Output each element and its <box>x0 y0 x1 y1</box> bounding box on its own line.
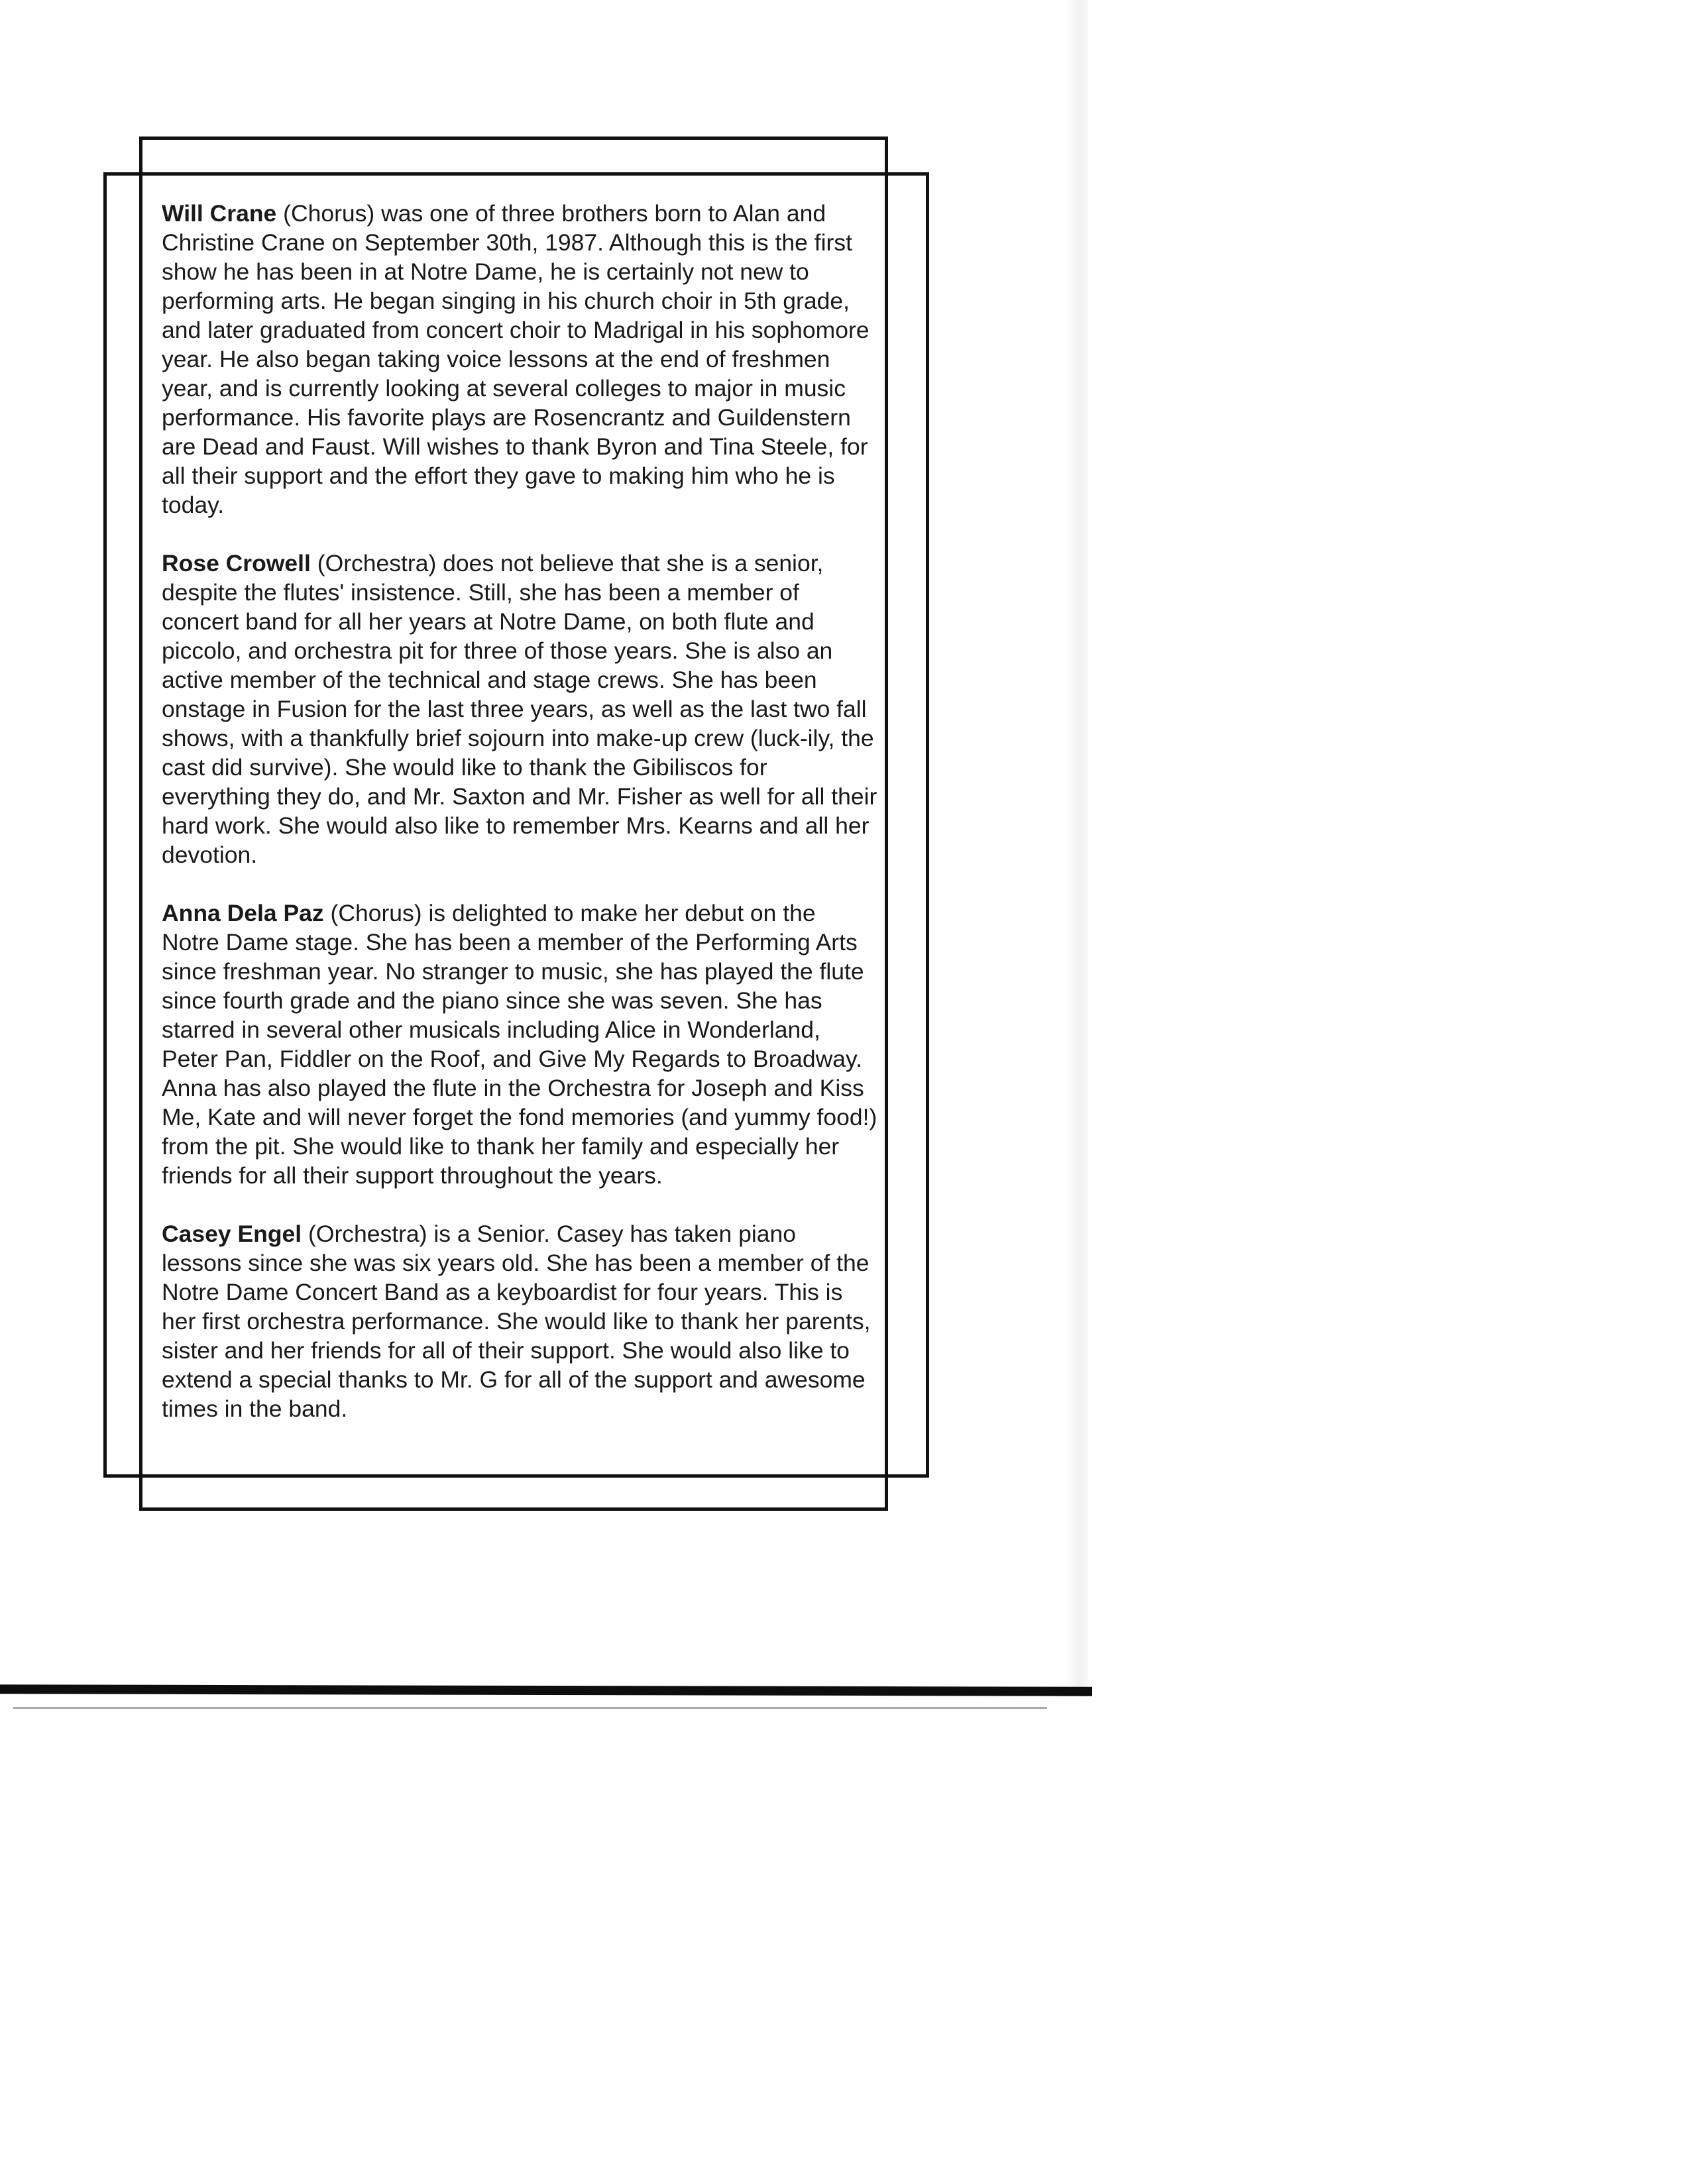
bio-name: Anna Dela Paz <box>162 900 324 926</box>
bio-text: (Orchestra) does not believe that she is a senior, despite the flutes' insistence. Still, she has been a member of concert band for all her years at Notre Dame, on both flute and piccolo, and orchestra pit for three of those years. She is also an active member of the technical and stage crews. She has been onstage in Fusion for the last three years, as well as the last two fall shows, with a thankfully brief sojourn into make-up crew (luck-ily, the cast did survive). She would like to thank the Gibiliscos for everything they do, and Mr. Saxton and Mr. Fisher as well for all their hard work. She would also like to remember Mrs. Kearns and all her devotion. <box>162 550 877 868</box>
bio-rose-crowell <box>162 549 877 869</box>
page-right-edge <box>1066 0 1088 1696</box>
bio-casey-engel <box>162 1219 877 1423</box>
bio-anna-dela-paz <box>162 899 877 1190</box>
bio-name: Rose Crowell <box>162 550 311 576</box>
bio-text: (Chorus) was one of three brothers born to Alan and Christine Crane on September 30th, 1987. Although this is the first show he has been in at Notre Dame, he is certainly not new to performing arts. He began singing in his church choir in 5th grade, and later graduated from concert choir to Madrigal in his sophomore year. He also began taking voice lessons at the end of freshmen year, and is currently looking at several colleges to major in music performance. His favorite plays are Rosencrantz and Guildenstern are Dead and Faust. Will wishes to thank Byron and Tina Steele, for all their support and the effort they gave to making him who he is today. <box>162 200 870 518</box>
bio-name: Will Crane <box>162 200 277 227</box>
page-bottom-shadow <box>13 1707 1047 1709</box>
bio-name: Casey Engel <box>162 1221 302 1247</box>
bio-text: (Chorus) is delighted to make her debut on the Notre Dame stage. She has been a member of the Performing Arts since freshman year. No stranger to music, she has played the flute since fourth grade and the piano since she was seven. She has starred in several other musicals including Alice in Wonderland, Peter Pan, Fiddler on the Roof, and Give My Regards to Broadway. Anna has also played the flute in the Orchestra for Joseph and Kiss Me, Kate and will never forget the fond memories (and yummy food!) from the pit. She would like to thank her family and especially her friends for all their support throughout the years. <box>162 900 877 1189</box>
bio-will-crane <box>162 199 877 519</box>
bio-text: (Orchestra) is a Senior. Casey has taken piano lessons since she was six years old. She has been a member of the Notre Dame Concert Band as a keyboardist for four years. This is her first orchestra performance. She would like to thank her parents, sister and her friends for all of their support. She would also like to extend a special thanks to Mr. G for all of the support and awesome times in the band. <box>162 1221 871 1422</box>
cast-bios <box>162 199 877 1452</box>
